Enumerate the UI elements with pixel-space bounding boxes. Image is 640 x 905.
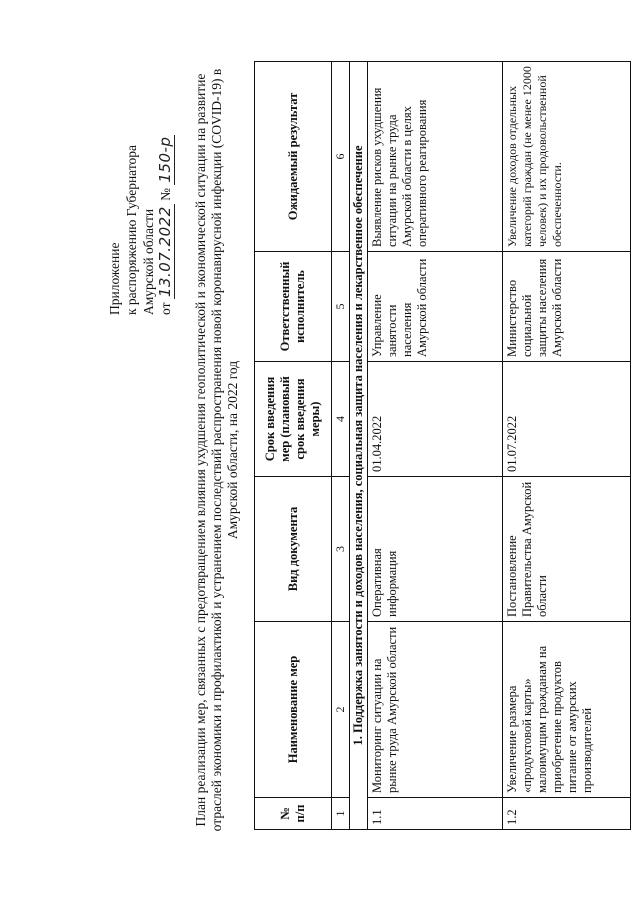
row-result: Выявление рисков ухудшения ситуации на рынке труда Амурской области в целях оперативного реагирования — [368, 62, 503, 252]
handwritten-number: 150-р — [156, 136, 174, 183]
date-prefix: от — [158, 302, 173, 315]
appendix-region: Амурской области — [141, 208, 156, 315]
table-header-row — [255, 62, 332, 830]
column-number: 2 — [332, 622, 350, 798]
row-doc-type: Оперативная информация — [368, 477, 503, 622]
row-doc-type: Постановление Правительства Амурской области — [503, 477, 631, 622]
appendix-block — [106, 75, 175, 315]
handwritten-date: 13.07.2022 — [156, 206, 174, 298]
row-deadline: 01.04.2022 — [368, 362, 503, 477]
row-executor: Управление занятости населения Амурской области — [368, 252, 503, 362]
column-number: 5 — [332, 252, 350, 362]
header-doc-type: Вид документа — [255, 477, 332, 622]
header-deadline: Срок введения мер (плановый срок введения меры) — [255, 362, 332, 477]
column-number: 3 — [332, 477, 350, 622]
column-number: 4 — [332, 362, 350, 477]
row-deadline: 01.07.2022 — [503, 362, 631, 477]
row-result: Увеличение доходов отдельных категорий граждан (не менее 12000 человек) и их продовольственной обеспеченности. — [503, 62, 631, 252]
table-row — [368, 62, 503, 830]
column-number-row — [332, 62, 350, 830]
appendix-label: Приложение — [107, 242, 122, 315]
measures-table — [254, 61, 631, 830]
section-title: 1. Поддержка занятости и доходов населения, социальная защита населения и лекарственное обеспечение — [350, 62, 368, 830]
section-row — [350, 62, 368, 830]
header-num: № п/п — [255, 798, 332, 830]
row-num: 1.2 — [503, 798, 631, 830]
column-number: 6 — [332, 62, 350, 252]
header-executor: Ответственный исполнитель — [255, 252, 332, 362]
row-measure: Увеличение размера «продуктовой карты» малоимущим гражданам на приобретение продуктов питание от амурских производителей — [503, 622, 631, 798]
row-measure: Мониторинг ситуации на рынке труда Амурской области — [368, 622, 503, 798]
header-result: Ожидаемый результат — [255, 62, 332, 252]
table-row — [503, 62, 631, 830]
row-executor: Министерство социальной защиты населения Амурской области — [503, 252, 631, 362]
appendix-order-ref: к распоряжению Губернатора — [124, 144, 139, 315]
measures-table-wrapper — [254, 62, 631, 830]
column-number: 1 — [332, 798, 350, 830]
number-prefix: № — [158, 187, 173, 201]
plan-title: План реализации мер, связанных с предотвращением влияния ухудшения геополитической и экономической ситуации на развитие отраслей экономики и профилактикой и устранением последствий распространения новой коронавирусной инфекции (COVID-19) в Амурской области, на 2022 год — [193, 68, 240, 832]
appendix-date-line — [157, 75, 175, 315]
row-num: 1.1 — [368, 798, 503, 830]
header-measure: Наименование мер — [255, 622, 332, 798]
